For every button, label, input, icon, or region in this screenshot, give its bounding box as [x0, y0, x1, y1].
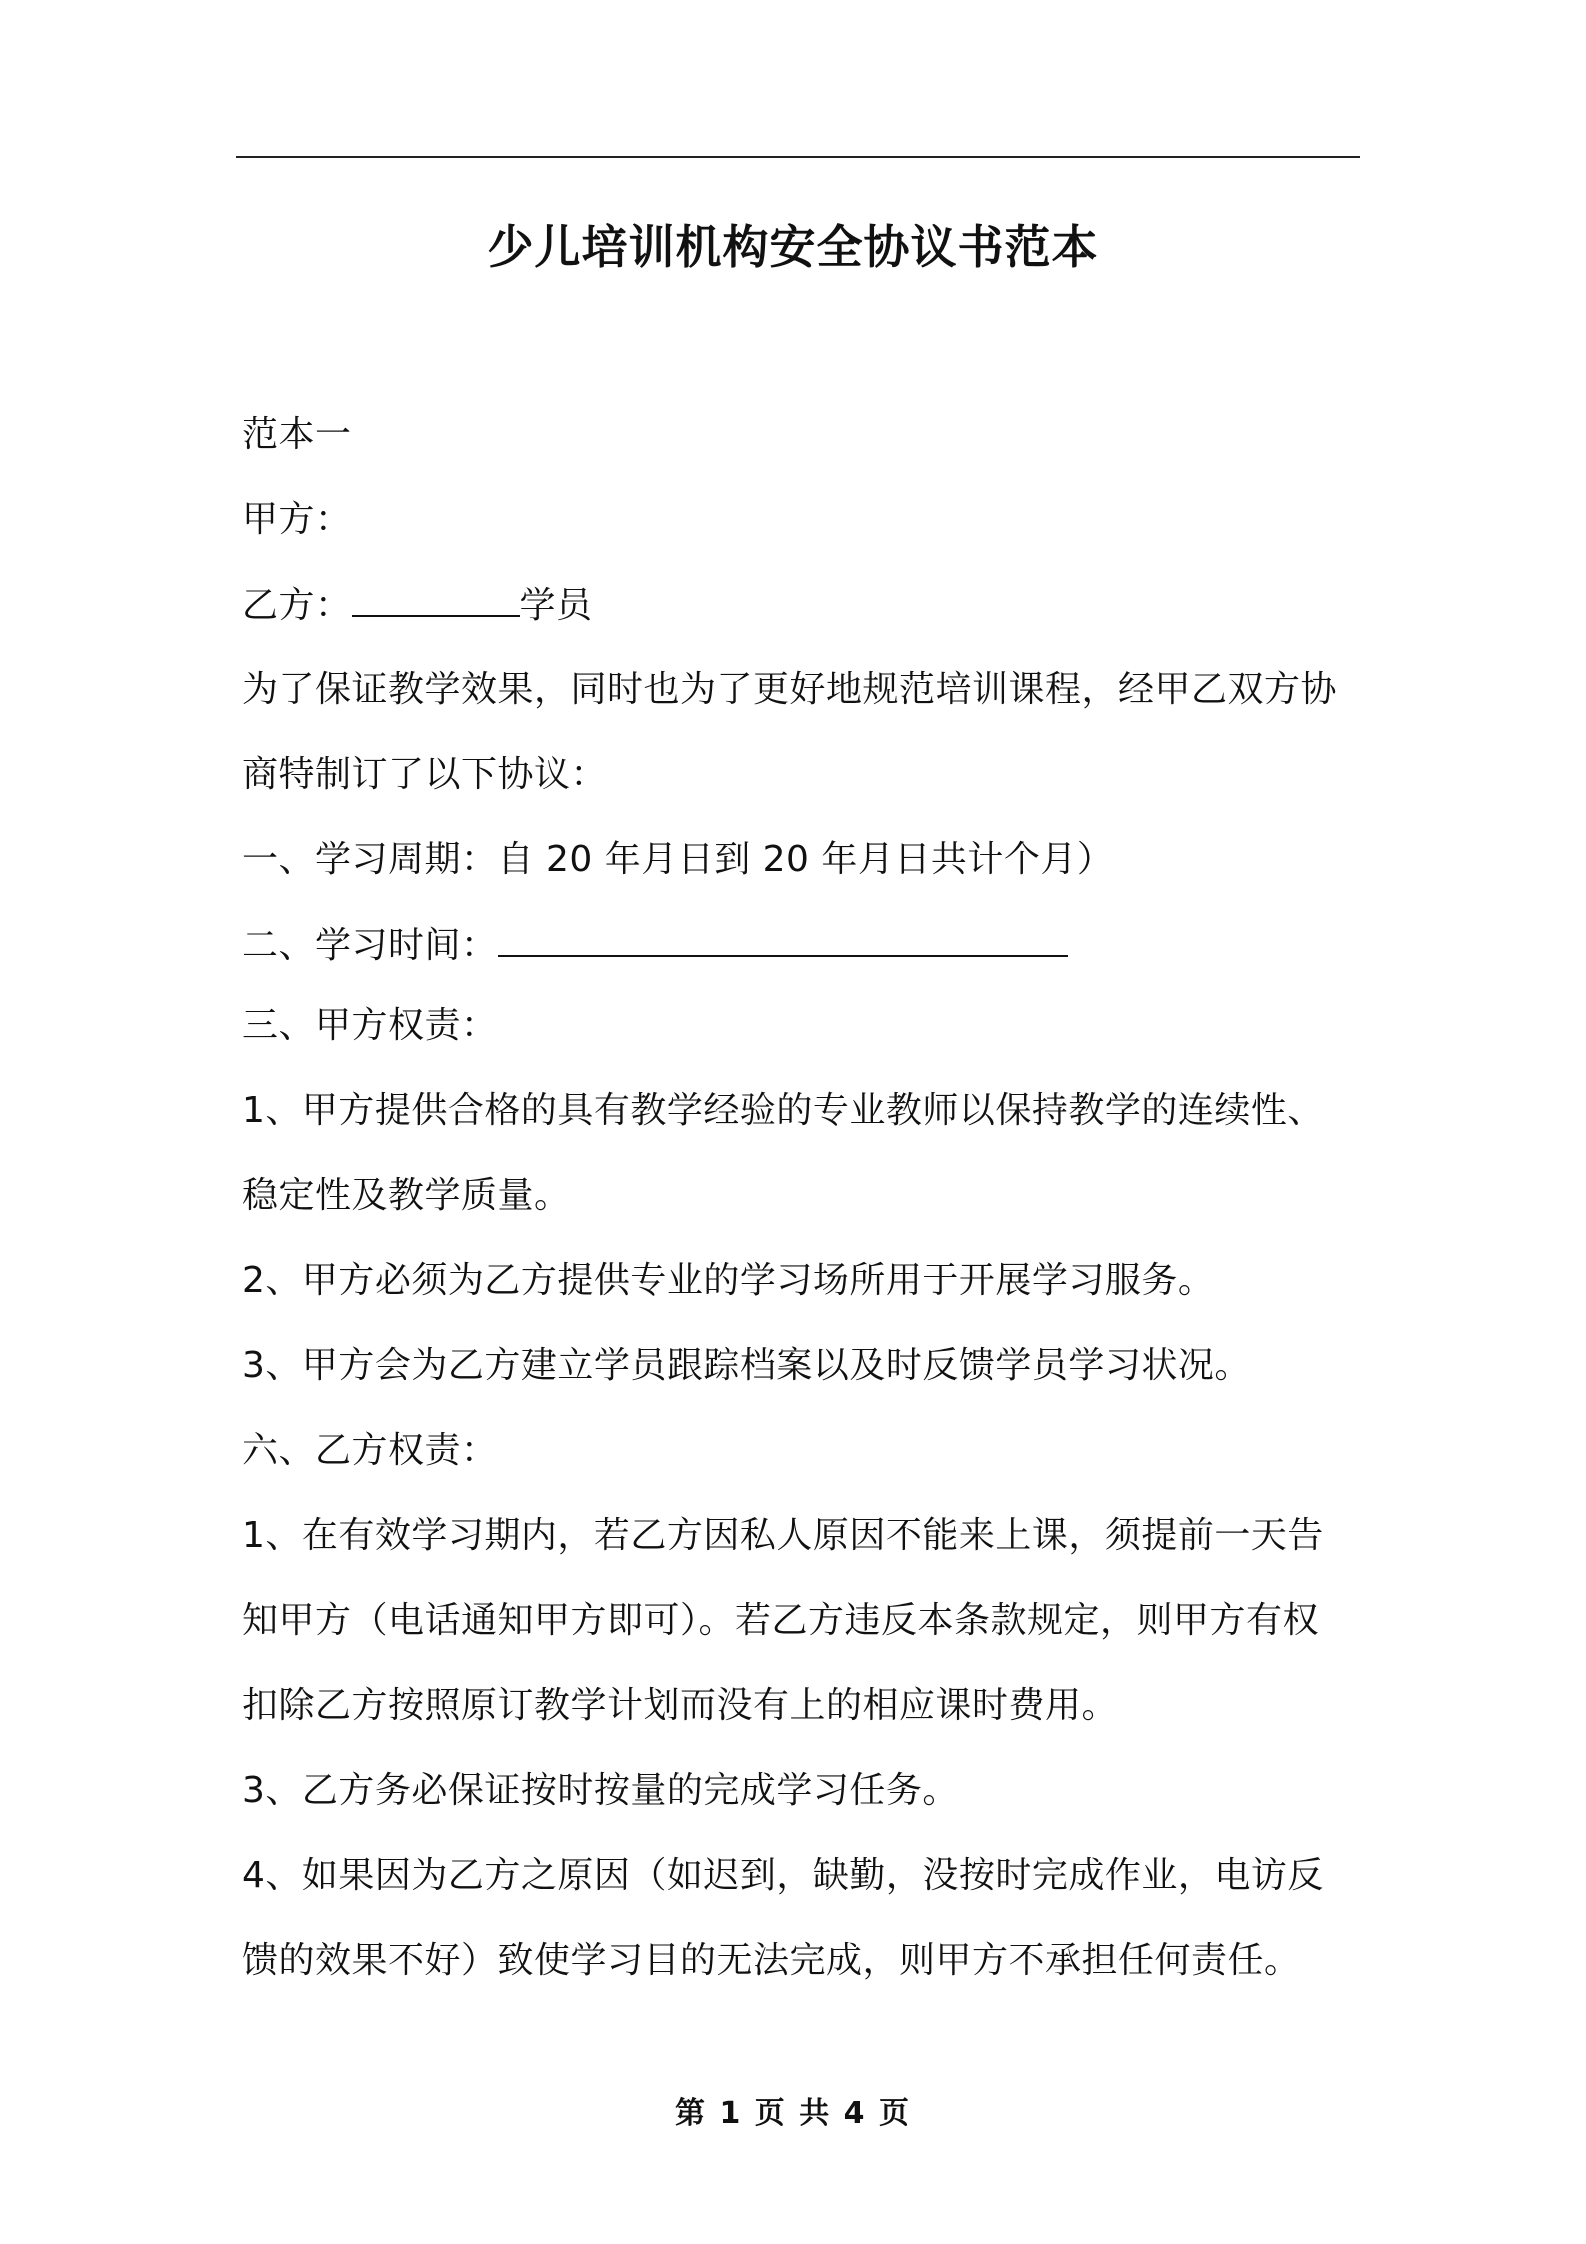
party-a-item-1-line-2: 稳定性及教学质量。: [242, 1175, 571, 1216]
party-a-item-2: 2、甲方必须为乙方提供专业的学习场所用于开展学习服务。: [242, 1260, 1215, 1301]
page-indicator: 第 1 页 共 4 页: [675, 2096, 911, 2131]
party-b-item-1-line-1: 1、在有效学习期内，若乙方因私人原因不能来上课，须提前一天告: [242, 1515, 1324, 1556]
party-a-item-3: 3、甲方会为乙方建立学员跟踪档案以及时反馈学员学习状况。: [242, 1345, 1251, 1386]
party-a-item-1-line-1: 1、甲方提供合格的具有教学经验的专业教师以保持教学的连续性、: [242, 1090, 1324, 1131]
clause-study-period: 一、学习周期：自 20 年月日到 20 年月日共计个月）: [242, 839, 1114, 880]
party-b-duties-heading: 六、乙方权责：: [242, 1430, 498, 1471]
party-b-item-4-line-2: 馈的效果不好）致使学习目的无法完成，则甲方不承担任何责任。: [242, 1940, 1301, 1981]
party-b-name-blank: [352, 575, 520, 617]
party-b-item-4-line-1: 4、如果因为乙方之原因（如迟到，缺勤，没按时完成作业，电访反: [242, 1855, 1324, 1896]
party-b-item-1-line-2: 知甲方（电话通知甲方即可）。若乙方违反本条款规定，则甲方有权: [242, 1600, 1320, 1641]
party-b-prefix: 乙方：: [242, 585, 352, 626]
party-b-line: [242, 575, 593, 635]
study-time-blank: [498, 915, 1068, 957]
template-heading: 范本一: [242, 414, 352, 455]
document-title: 少儿培训机构安全协议书范本: [487, 220, 1099, 274]
intro-line-1: 为了保证教学效果，同时也为了更好地规范培训课程，经甲乙双方协: [242, 669, 1338, 710]
party-b-suffix: 学员: [519, 585, 593, 626]
header-rule: [236, 156, 1360, 158]
study-time-label: 二、学习时间：: [242, 925, 498, 966]
party-b-item-3: 3、乙方务必保证按时按量的完成学习任务。: [242, 1770, 959, 1811]
clause-study-time: [242, 915, 1068, 975]
intro-line-2: 商特制订了以下协议：: [242, 754, 608, 795]
party-a-label: 甲方：: [242, 499, 352, 540]
party-b-item-1-line-3: 扣除乙方按照原订教学计划而没有上的相应课时费用。: [242, 1685, 1119, 1726]
party-a-duties-heading: 三、甲方权责：: [242, 1005, 498, 1046]
